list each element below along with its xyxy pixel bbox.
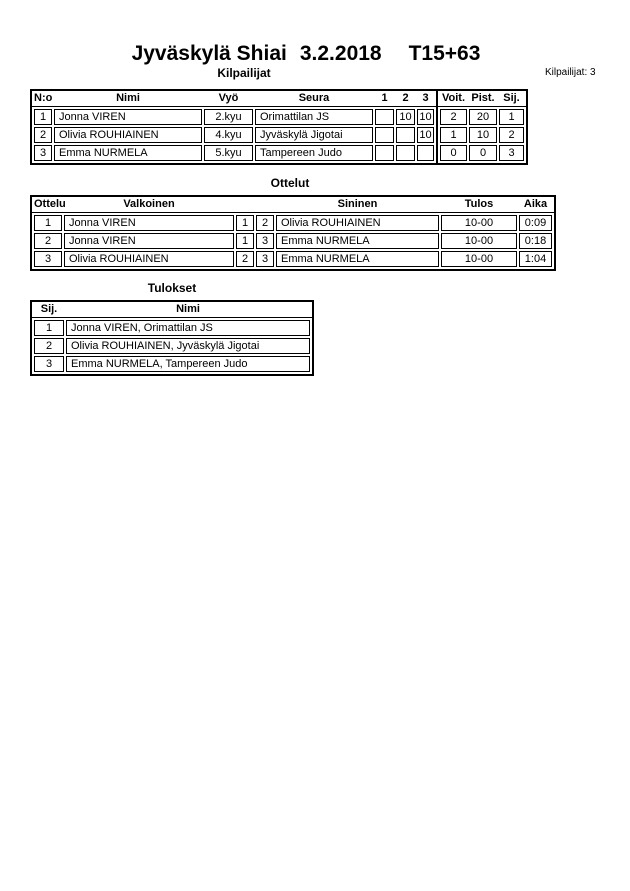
col-header-name: Nimi	[116, 92, 140, 104]
round3-score: 10	[417, 127, 434, 143]
results-block	[32, 302, 312, 374]
round1-score	[375, 109, 394, 125]
white-player-no: 2	[236, 251, 254, 267]
matches-body	[32, 213, 554, 269]
results-header-row	[32, 302, 312, 318]
event-name: Jyväskylä Shiai	[131, 42, 287, 65]
col-header-name: Nimi	[176, 303, 200, 315]
match-result: 10-00	[441, 215, 517, 231]
competitor-row	[34, 145, 434, 161]
points-value: 0	[469, 145, 497, 161]
round1-score	[375, 145, 394, 161]
competitor-club: Orimattilan JS	[255, 109, 373, 125]
match-row	[34, 215, 552, 231]
competitor-row	[34, 127, 434, 143]
competitor-row	[34, 109, 434, 125]
points-value: 20	[469, 109, 497, 125]
round1-score	[375, 127, 394, 143]
col-header-blue-no	[256, 197, 274, 212]
col-header-club: Seura	[298, 92, 330, 104]
white-player: Jonna VIREN	[64, 233, 234, 249]
col-header-belt: Vyö	[218, 92, 239, 104]
col-header-match: Ottelu	[34, 198, 66, 210]
wins-value: 1	[440, 127, 467, 143]
white-player: Jonna VIREN	[64, 215, 234, 231]
results-table	[30, 300, 314, 376]
col-header-round3: 3	[422, 92, 429, 104]
competitor-belt: 5.kyu	[204, 145, 253, 161]
white-player-no: 1	[236, 233, 254, 249]
competitor-no: 2	[34, 127, 52, 143]
blue-player: Emma NURMELA	[276, 251, 439, 267]
white-player-no: 1	[236, 215, 254, 231]
place-value: 2	[499, 127, 524, 143]
place-value: 3	[499, 145, 524, 161]
matches-header-row	[32, 197, 554, 213]
match-row	[34, 233, 552, 249]
col-header-place: Sij.	[40, 303, 58, 315]
result-row	[34, 338, 310, 354]
col-header-blue: Sininen	[337, 198, 378, 210]
standings-row	[440, 145, 524, 161]
col-header-time: Aika	[523, 198, 548, 210]
col-header-white: Valkoinen	[123, 198, 175, 210]
col-header-round2: 2	[402, 92, 409, 104]
col-header-wins: Voit.	[441, 92, 465, 104]
result-name: Olivia ROUHIAINEN, Jyväskylä Jigotai	[66, 338, 310, 354]
results-heading: Tulokset	[147, 281, 197, 295]
result-name: Jonna VIREN, Orimattilan JS	[66, 320, 310, 336]
competitor-name: Olivia ROUHIAINEN	[54, 127, 202, 143]
match-result: 10-00	[441, 251, 517, 267]
weight-category: T15+63	[408, 42, 481, 65]
round3-score: 10	[417, 109, 434, 125]
col-header-round1: 1	[381, 92, 388, 104]
competitors-header-row	[32, 91, 436, 107]
round2-score: 10	[396, 109, 415, 125]
competitor-belt: 2.kyu	[204, 109, 253, 125]
standings-body	[438, 107, 526, 163]
standings-header-row	[438, 91, 526, 107]
round2-score	[396, 145, 415, 161]
competitors-standings-block	[438, 91, 526, 163]
match-row	[34, 251, 552, 267]
wins-value: 0	[440, 145, 467, 161]
standings-row	[440, 109, 524, 125]
competitors-table	[30, 89, 528, 165]
match-no: 2	[34, 233, 62, 249]
result-name: Emma NURMELA, Tampereen Judo	[66, 356, 310, 372]
competitors-main-block	[32, 91, 436, 163]
competitors-body	[32, 107, 436, 163]
match-time: 0:09	[519, 215, 552, 231]
wins-value: 2	[440, 109, 467, 125]
competitor-no: 3	[34, 145, 52, 161]
result-place: 1	[34, 320, 64, 336]
points-value: 10	[469, 127, 497, 143]
competitor-count: Kilpailijat: 3	[545, 67, 596, 78]
match-no: 1	[34, 215, 62, 231]
competitor-no: 1	[34, 109, 52, 125]
match-result: 10-00	[441, 233, 517, 249]
result-row	[34, 356, 310, 372]
competitor-club: Jyväskylä Jigotai	[255, 127, 373, 143]
page-title	[0, 42, 612, 66]
matches-table	[30, 195, 556, 271]
place-value: 1	[499, 109, 524, 125]
blue-player: Emma NURMELA	[276, 233, 439, 249]
col-header-place: Sij.	[503, 92, 520, 104]
blue-player-no: 3	[256, 251, 274, 267]
matches-block	[32, 197, 554, 269]
competitor-belt: 4.kyu	[204, 127, 253, 143]
round3-score	[417, 145, 434, 161]
standings-row	[440, 127, 524, 143]
round2-score	[396, 127, 415, 143]
blue-player-no: 3	[256, 233, 274, 249]
blue-player: Olivia ROUHIAINEN	[276, 215, 439, 231]
blue-player-no: 2	[256, 215, 274, 231]
match-no: 3	[34, 251, 62, 267]
match-time: 1:04	[519, 251, 552, 267]
competitor-name: Jonna VIREN	[54, 109, 202, 125]
event-date: 3.2.2018	[299, 42, 382, 65]
col-header-points: Pist.	[471, 92, 495, 104]
col-header-no: N:o	[34, 92, 53, 104]
matches-heading: Ottelut	[270, 176, 310, 190]
result-place: 2	[34, 338, 64, 354]
match-time: 0:18	[519, 233, 552, 249]
results-body	[32, 318, 312, 374]
competitor-name: Emma NURMELA	[54, 145, 202, 161]
result-row	[34, 320, 310, 336]
white-player: Olivia ROUHIAINEN	[64, 251, 234, 267]
competitors-heading: Kilpailijat	[217, 66, 271, 80]
result-place: 3	[34, 356, 64, 372]
col-header-result: Tulos	[464, 198, 494, 210]
col-header-white-no	[236, 197, 254, 212]
competitor-club: Tampereen Judo	[255, 145, 373, 161]
